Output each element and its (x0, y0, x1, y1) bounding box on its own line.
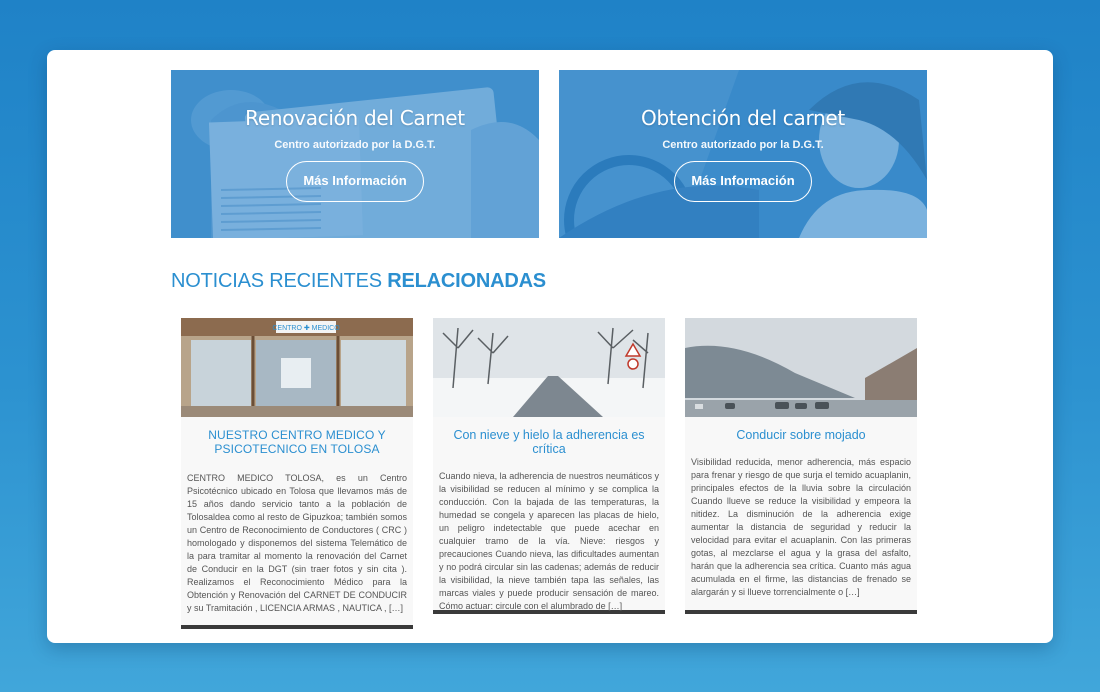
news-excerpt: CENTRO MEDICO TOLOSA, es un Centro Psicotécnico ubicado en Tolosa que llevamos más de 15 años dando servicio tanto a la población de Tolosaldea como al resto de Gipuzkoa; también somos un Centro de Reconocimiento de Conductores ( CRC ) homologado y disponemos del sistema Telemático de la para tramitar al momento la renovación del Carnet de Conducir en la DGT (sin traer fotos y sin cita ). Realizamos el Reconocimiento Médico para la Obtención y Renovación del CARNET DE CONDUCIR y su Tramitación , LICENCIA ARMAS , NAUTICA , […] (187, 473, 407, 613)
medical-center-photo[interactable] (181, 318, 413, 417)
section-title (171, 270, 546, 293)
banner-title: Obtención del carnet (641, 106, 845, 130)
news-excerpt: Cuando nieva, la adherencia de nuestros neumáticos y la visibilidad se reducen al mínimo y se complica la conducción. Con la bajada de las temperaturas, la humedad se congela y aparecen las placas de hielo, un peligro indetectable que puede acechar en cualquier tramo de la vía. Nieve: riesgos y precauciones Cuando nieva, las dificultades aumentan y no podrá circular sin las cadenas; además de reducir la visibilidad, la nieve también tapa las señales, las marcas viales y puede producir sensación de mareo. Cómo actuar: circule con el alumbrado de […] (439, 471, 659, 611)
content-card (47, 50, 1053, 643)
snowy-road-photo[interactable] (433, 318, 665, 417)
news-card (433, 318, 665, 614)
center-sign-text: CENTRO ✚ MEDICO (272, 325, 340, 332)
rainy-highway-photo[interactable] (685, 318, 917, 417)
news-card (685, 318, 917, 614)
banner-title: Renovación del Carnet (245, 106, 465, 130)
section-title-bold: RELACIONADAS (387, 270, 546, 292)
more-info-button[interactable]: Más Información (286, 161, 423, 202)
more-info-button[interactable]: Más Información (674, 161, 811, 202)
news-title[interactable]: Con nieve y hielo la adherencia es crítica (453, 428, 645, 456)
banner-obtencion[interactable] (559, 70, 927, 238)
news-excerpt: Visibilidad reducida, menor adherencia, más espacio para frenar y riesgo de que surja el temido acuaplanin, principales efectos de la lluvia sobre la circulación Cuando llueve se reduce la visibilidad y empeora la nitidez. La disminución de la adherencia exige aumentar la distancia de seguridad y reducir la velocidad para evitar el acuaplanin. Con las primeras gotas, al mezclarse el agua y la grasa del asfalto, harán que la adherencia sea crítica. Cuanto más agua acumulada en el firme, las distancias de frenado se alargarán y si llueve torrencialmente o […] (691, 457, 911, 597)
banner-subtitle: Centro autorizado por la D.G.T. (274, 139, 436, 151)
news-card (181, 318, 413, 629)
banner-subtitle: Centro autorizado por la D.G.T. (662, 139, 824, 151)
news-title[interactable]: NUESTRO CENTRO MEDICO Y PSICOTECNICO EN TOLOSA (208, 428, 386, 456)
news-title[interactable]: Conducir sobre mojado (736, 428, 866, 442)
section-title-light: NOTICIAS RECIENTES (171, 270, 388, 292)
banner-renovacion[interactable] (171, 70, 539, 238)
